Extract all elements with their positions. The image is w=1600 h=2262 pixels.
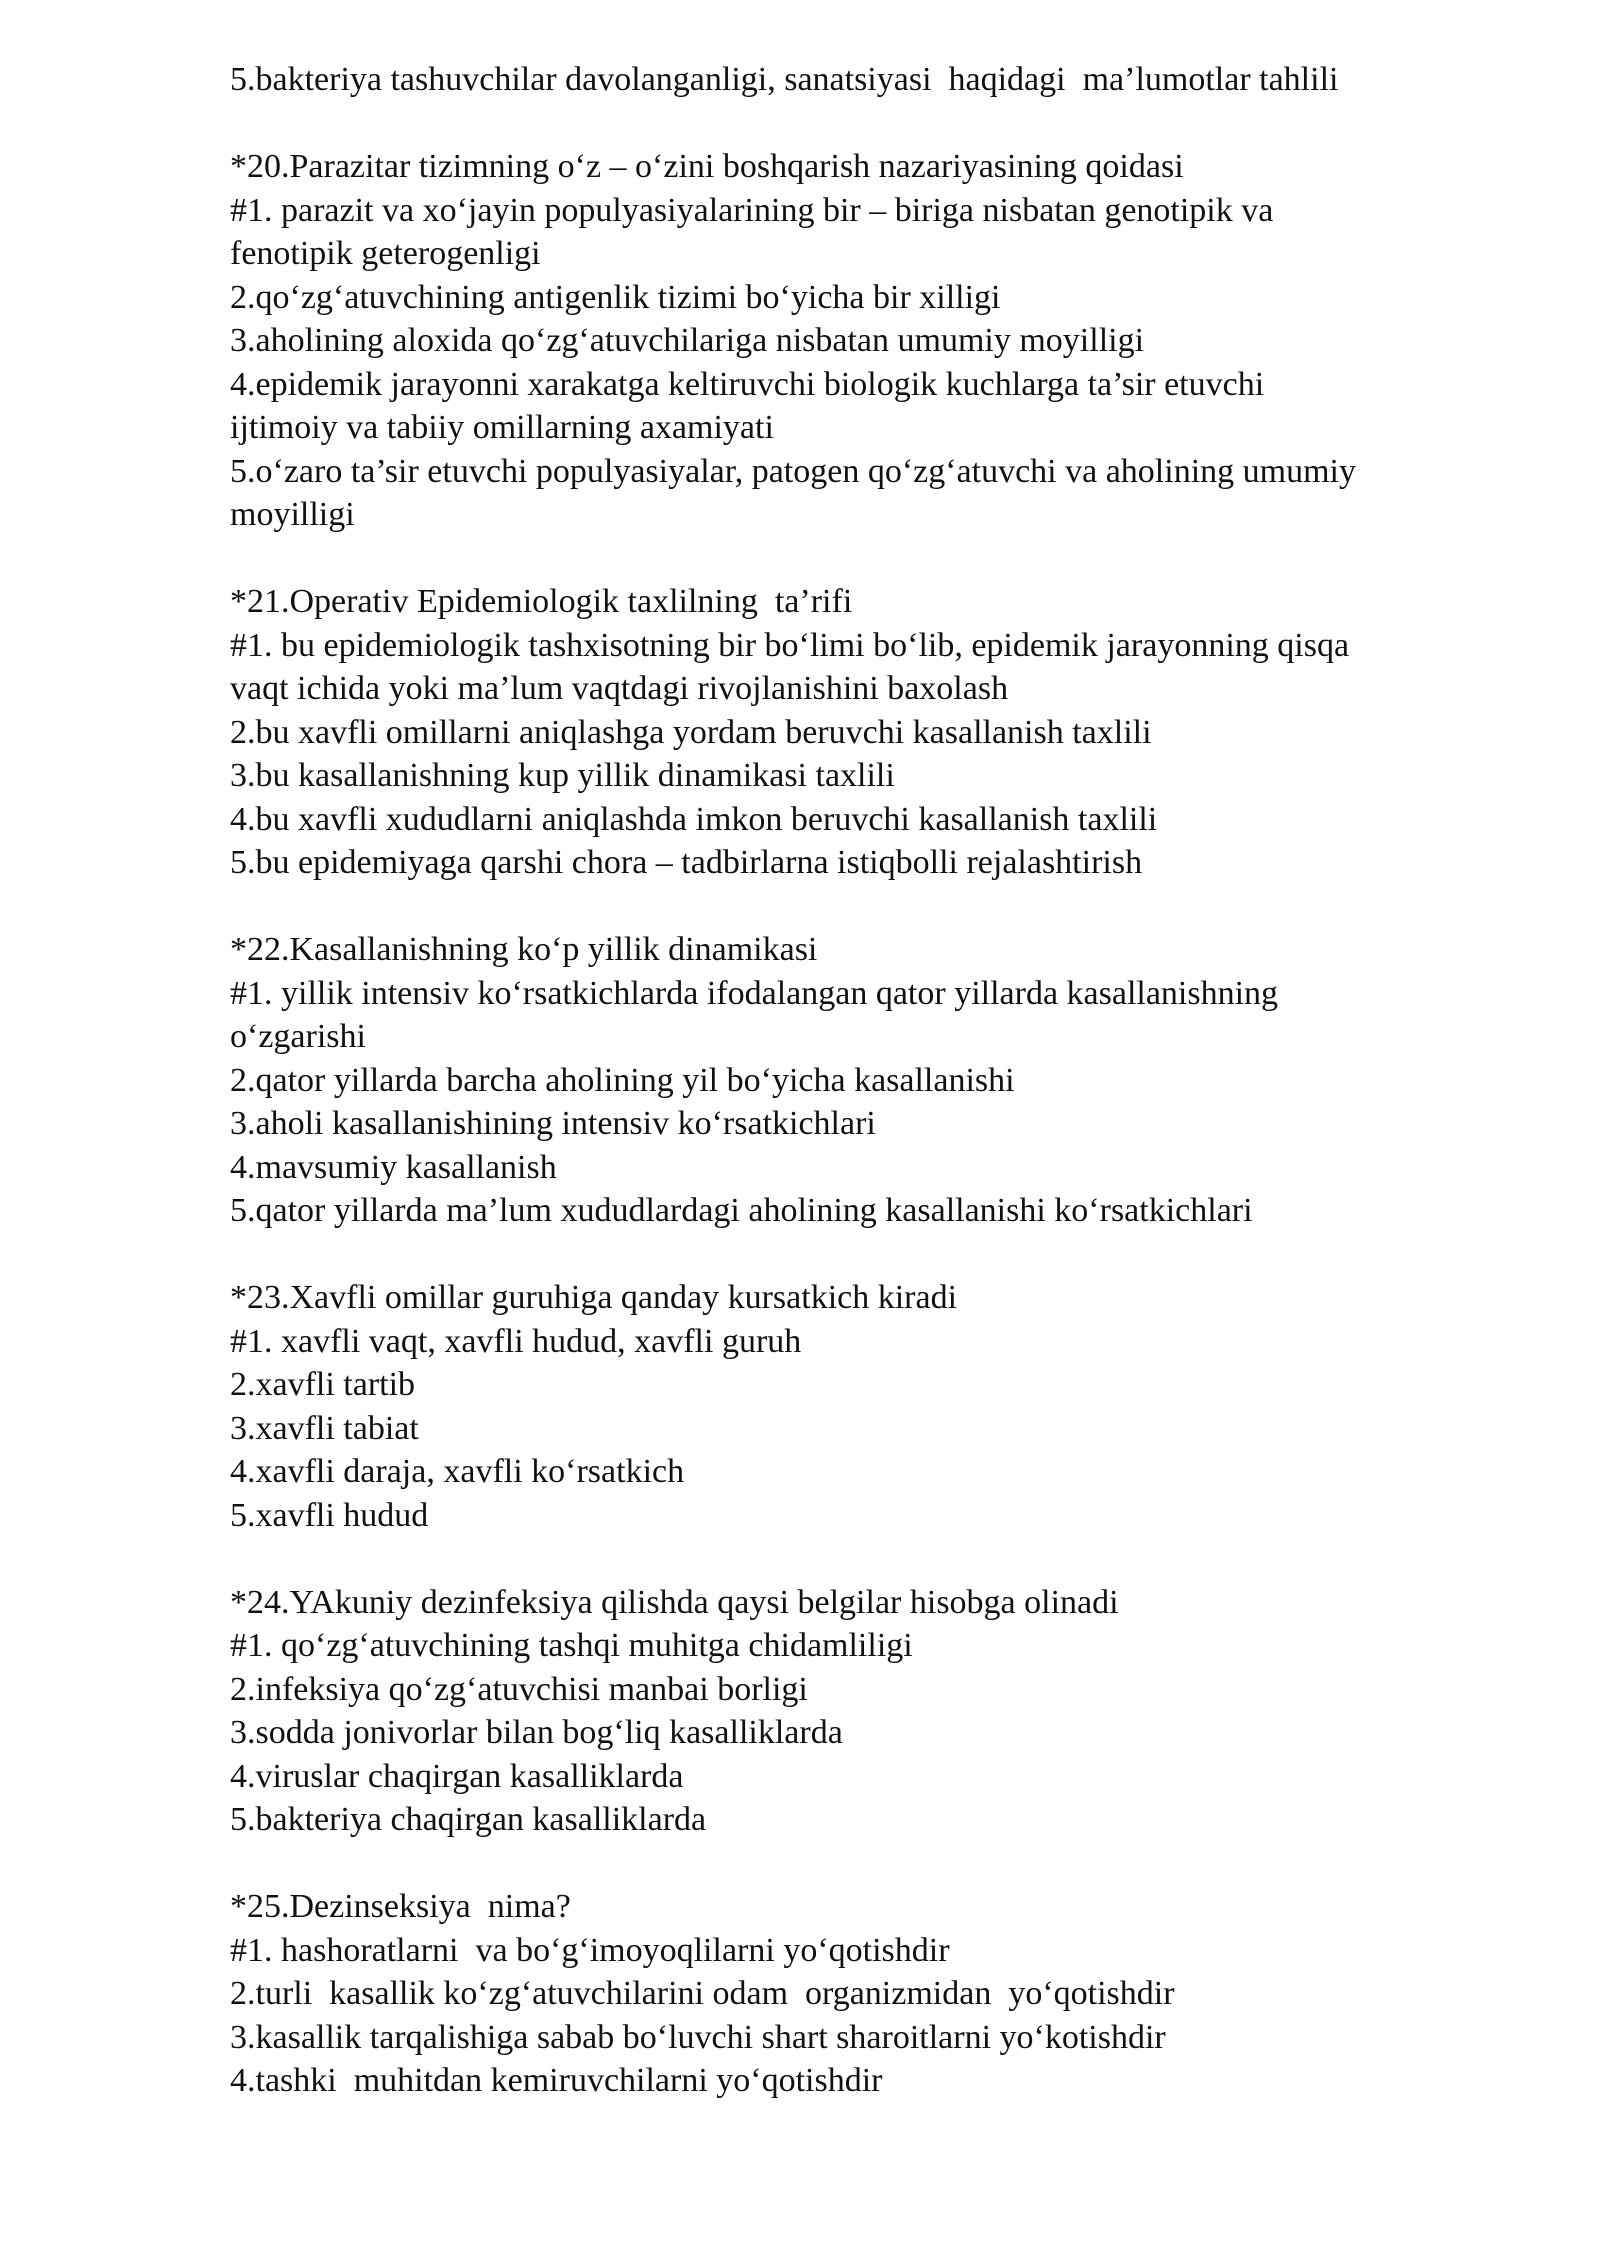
answer-line: 2.xavfli tartib	[230, 1366, 416, 1403]
blank-line	[230, 1233, 1530, 1277]
answer-line: 2.turli kasallik ko‘zg‘atuvchilarini odam organizmidan yo‘qotishdir	[230, 1975, 1175, 2012]
answer-line: 4.tashki muhitdan kemiruvchilarni yo‘qotishdir	[230, 2062, 883, 2099]
answer-line: 3.aholi kasallanishining intensiv ko‘rsatkichlari	[230, 1105, 876, 1142]
answer-line: 5.xavfli hudud	[230, 1496, 429, 1534]
blank-line	[230, 537, 1530, 581]
answer-line: #1. hashoratlarni va bo‘g‘imoyoqlilarni yo‘qotishdir	[230, 1931, 950, 1969]
answer-line: 5.o‘zaro ta’sir etuvchi populyasiyalar, patogen qo‘zg‘atuvchi va aholining umumiy	[230, 452, 1356, 490]
answer-line: #1. bu epidemiologik tashxisotning bir bo‘limi bo‘lib, epidemik jarayonning qisqa	[230, 626, 1350, 664]
document-page	[230, 58, 1530, 2103]
answer-line: 4.epidemik jarayonni xarakatga keltiruvchi biologik kuchlarga ta’sir etuvchi	[230, 365, 1265, 403]
answer-line: vaqt ichida yoki ma’lum vaqtdagi rivojlanishini baxolash	[230, 670, 1009, 707]
answer-line: 5.qator yillarda ma’lum xududlardagi aholining kasallanishi ko‘rsatkichlari	[230, 1192, 1253, 1229]
answer-line: #1. yillik intensiv ko‘rsatkichlarda ifodalangan qator yillarda kasallanishning	[230, 974, 1279, 1012]
answer-line: #1. xavfli vaqt, xavfli hudud, xavfli guruh	[230, 1322, 802, 1360]
question-heading: *22.Kasallanishning ko‘p yillik dinamikasi	[230, 931, 818, 968]
blank-line	[230, 1842, 1530, 1886]
answer-line: #1. qo‘zg‘atuvchining tashqi muhitga chidamliligi	[230, 1627, 913, 1664]
answer-line: 4.bu xavfli xududlarni aniqlashda imkon beruvchi kasallanish taxlili	[230, 800, 1158, 838]
question-heading: *24.YAkuniy dezinfeksiya qilishda qaysi belgilar hisobga olinadi	[230, 1583, 1119, 1621]
answer-line: 2.qator yillarda barcha aholining yil bo‘yicha kasallanishi	[230, 1061, 1015, 1099]
answer-line: 4.viruslar chaqirgan kasalliklarda	[230, 1757, 684, 1795]
answer-line: ijtimoiy va tabiiy omillarning axamiyati	[230, 409, 774, 446]
answer-line: o‘zgarishi	[230, 1018, 366, 1055]
blank-line	[230, 102, 1530, 146]
answer-line: 5.bu epidemiyaga qarshi chora – tadbirlarna istiqbolli rejalashtirish	[230, 844, 1143, 881]
answer-line: 2.qo‘zg‘atuvchining antigenlik tizimi bo‘yicha bir xilligi	[230, 278, 1001, 316]
question-heading: *25.Dezinseksiya nima?	[230, 1888, 571, 1925]
answer-line: 4.xavfli daraja, xavfli ko‘rsatkich	[230, 1453, 685, 1490]
answer-line: moyilligi	[230, 496, 355, 533]
question-heading: *23.Xavfli omillar guruhiga qanday kursatkich kiradi	[230, 1279, 958, 1316]
answer-line: 5.bakteriya chaqirgan kasalliklarda	[230, 1801, 707, 1838]
answer-line: #1. parazit va xo‘jayin populyasiyalarining bir – biriga nisbatan genotipik va	[230, 191, 1274, 229]
answer-line: 3.bu kasallanishning kup yillik dinamikasi taxlili	[230, 757, 895, 794]
answer-line: 2.bu xavfli omillarni aniqlashga yordam beruvchi kasallanish taxlili	[230, 713, 1152, 751]
question-heading: *20.Parazitar tizimning o‘z – o‘zini boshqarish nazariyasining qoidasi	[230, 148, 1184, 185]
blank-line	[230, 885, 1530, 929]
answer-line: 2.infeksiya qo‘zg‘atuvchisi manbai borligi	[230, 1670, 808, 1708]
answer-line: 3.kasallik tarqalishiga sabab bo‘luvchi shart sharoitlarni yo‘kotishdir	[230, 2018, 1166, 2056]
question-heading: *21.Operativ Epidemiologik taxlilning ta’rifi	[230, 583, 853, 620]
answer-line: 3.sodda jonivorlar bilan bog‘liq kasalliklarda	[230, 1714, 843, 1751]
answer-line: 3.xavfli tabiat	[230, 1409, 419, 1447]
answer-line: 3.aholining aloxida qo‘zg‘atuvchilariga nisbatan umumiy moyilligi	[230, 322, 1145, 359]
text-line: 5.bakteriya tashuvchilar davolanganligi, sanatsiyasi haqidagi ma’lumotlar tahlili	[230, 61, 1339, 98]
answer-line: 4.mavsumiy kasallanish	[230, 1148, 557, 1186]
blank-line	[230, 1537, 1530, 1581]
answer-line: fenotipik geterogenligi	[230, 235, 541, 272]
